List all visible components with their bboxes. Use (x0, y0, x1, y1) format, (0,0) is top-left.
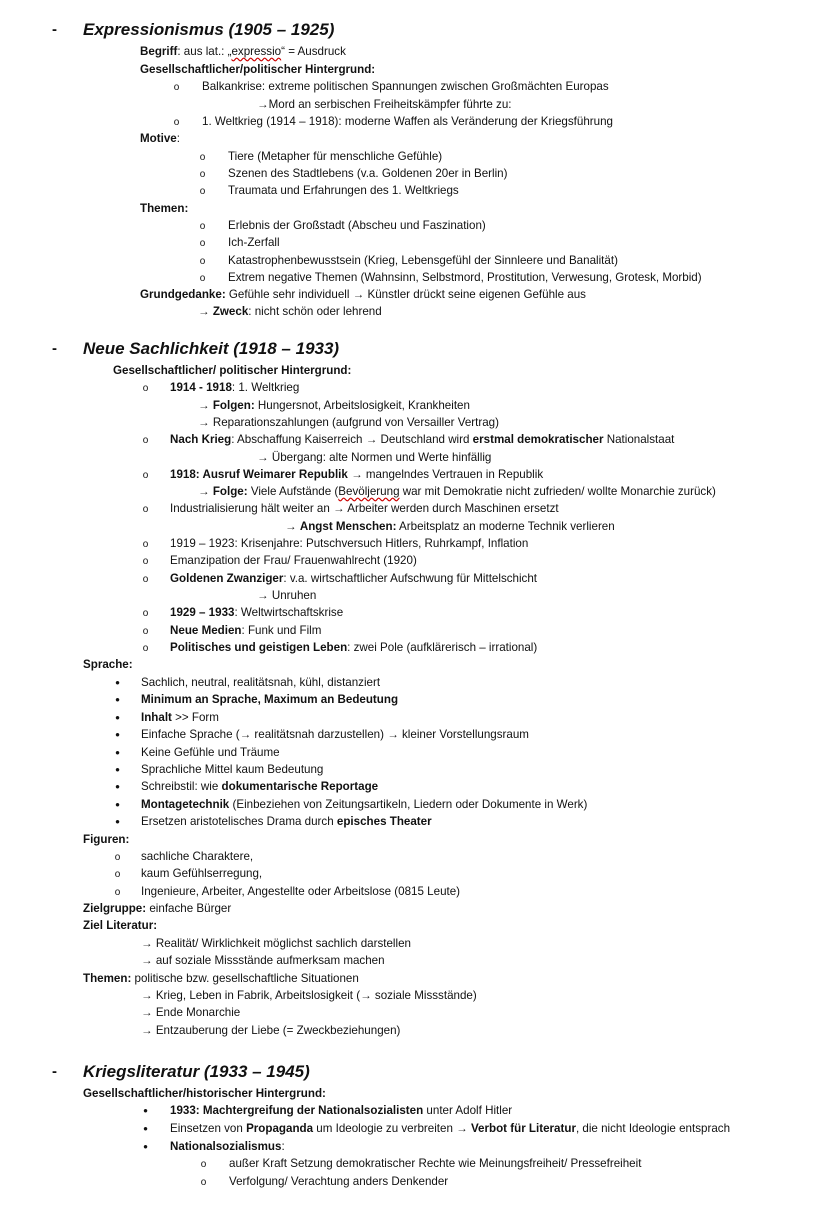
list-item-text: Neue Medien: Funk und Film (170, 624, 322, 637)
list-item-text: sachliche Charaktere, (141, 850, 254, 863)
themen-label: Themen: (140, 202, 189, 215)
section-title-expressionismus: Expressionismus (1905 – 1925) (83, 20, 335, 39)
bullet-text: Inhalt >> Form (141, 711, 219, 724)
arrow-icon: → (456, 1122, 468, 1135)
bullet-text: Einsetzen von Propaganda um Ideologie zu verbreiten → Verbot für Literatur, die nicht Ideologie entsprach (170, 1122, 731, 1135)
list-subitem: → Folge: Viele Aufstände (Bevöljerung war mit Demokratie nicht zufrieden/ wollte Monarchie zurück) (198, 485, 716, 498)
list-item: o (142, 626, 149, 637)
arrow-icon: → (141, 1024, 153, 1037)
bullet-text: Sprachliche Mittel kaum Bedeutung (141, 763, 324, 776)
list-subitem: →Mord an serbischen Freiheitskämpfer führte zu: (257, 98, 512, 111)
bullet-text: Keine Gefühle und Träume (141, 746, 280, 759)
section-title-neue-sachlichkeit: Neue Sachlichkeit (1918 – 1933) (83, 339, 340, 358)
bullet-text: Schreibstil: wie dokumentarische Reportage (141, 780, 379, 793)
bullet: • (143, 1103, 148, 1118)
list-item-text: 1. Weltkrieg (1914 – 1918): moderne Waffen als Veränderung der Kriegsführung (202, 115, 613, 128)
list-item-text: Tiere (Metapher für menschliche Gefühle) (228, 150, 443, 163)
list-item: o (142, 539, 149, 550)
list-item-text: 1929 – 1933: Weltwirtschaftskrise (170, 606, 344, 619)
section-dash: - (52, 340, 57, 357)
bullet-text: Sachlich, neutral, realitätsnah, kühl, distanziert (141, 676, 381, 689)
list-item: o (199, 273, 206, 284)
bullet: • (115, 797, 120, 812)
list-subitem: → Unruhen (257, 589, 317, 602)
ziel-literatur-label: Ziel Literatur: (83, 919, 158, 932)
arrow-icon: → (352, 288, 365, 301)
list-item: o (114, 852, 121, 863)
list-item: o (173, 82, 180, 93)
list-item: o (199, 152, 206, 163)
arrow-icon: → (141, 937, 153, 950)
list-item: o (200, 1177, 207, 1188)
arrow-line: → Krieg, Leben in Fabrik, Arbeitslosigkeit (→ soziale Missstände) (141, 989, 477, 1002)
list-subitem: → Folgen: Hungersnot, Arbeitslosigkeit, Krankheiten (198, 399, 470, 412)
sprache-label: Sprache: (83, 658, 133, 671)
list-item: o (142, 574, 149, 585)
arrow-icon: → (333, 502, 345, 515)
begriff-line: Begriff: aus lat.: „expressio“ = Ausdruck (140, 45, 346, 58)
list-item: o (142, 435, 149, 446)
arrow-icon: → (351, 468, 363, 481)
arrow-icon: → (198, 399, 210, 412)
bullet: • (115, 814, 120, 829)
bullet: • (115, 779, 120, 794)
arrow-icon: → (257, 451, 269, 464)
list-item: o (173, 117, 180, 128)
arrow-icon: → (141, 1006, 153, 1019)
zweck-line: → Zweck: nicht schön oder lehrend (198, 305, 382, 318)
arrow-icon: → (141, 989, 153, 1002)
arrow-icon: → (198, 305, 210, 318)
zielgruppe-line: Zielgruppe: einfache Bürger (83, 902, 232, 915)
arrow-icon: → (198, 485, 210, 498)
list-item: o (199, 238, 206, 249)
list-item-text: Industrialisierung hält weiter an → Arbeiter werden durch Maschinen ersetzt (170, 502, 559, 515)
list-item: o (114, 887, 121, 898)
list-item: o (142, 383, 149, 394)
list-item: o (142, 470, 149, 481)
bullet-text: Nationalsozialismus: (170, 1140, 285, 1153)
bullet-text: Einfache Sprache (→ realitätsnah darzustellen) → kleiner Vorstellungsraum (141, 728, 529, 741)
list-item-text: Ich-Zerfall (228, 236, 280, 249)
list-item-text: Goldenen Zwanziger: v.a. wirtschaftlicher Aufschwung für Mittelschicht (170, 572, 538, 585)
list-item: o (199, 221, 206, 232)
bullet-text: Montagetechnik (Einbeziehen von Zeitungsartikeln, Liedern oder Dokumente in Werk) (141, 798, 588, 811)
list-item-text: Erlebnis der Großstadt (Abscheu und Faszination) (228, 219, 486, 232)
list-item-text: Emanzipation der Frau/ Frauenwahlrecht (1920) (170, 554, 417, 567)
list-subitem: → Reparationszahlungen (aufgrund von Versailler Vertrag) (198, 416, 499, 429)
arrow-icon: → (257, 589, 269, 602)
list-item-text: Ingenieure, Arbeiter, Angestellte oder Arbeitslose (0815 Leute) (141, 885, 461, 898)
arrow-line: → Ende Monarchie (141, 1006, 241, 1019)
list-item-text: 1919 – 1923: Krisenjahre: Putschversuch Hitlers, Ruhrkampf, Inflation (170, 537, 529, 550)
bullet: • (143, 1139, 148, 1154)
list-item-text: 1914 - 1918: 1. Weltkrieg (170, 381, 300, 394)
list-item: o (199, 169, 206, 180)
section-title-kriegsliteratur: Kriegsliteratur (1933 – 1945) (83, 1062, 310, 1081)
arrow-icon: → (239, 728, 252, 741)
hintergrund-label: Gesellschaftlicher/historischer Hintergrund: (83, 1087, 326, 1100)
bullet: • (115, 745, 120, 760)
arrow-icon: → (198, 416, 210, 429)
arrow-line: → Realität/ Wirklichkeit möglichst sachlich darstellen (141, 937, 411, 950)
grundgedanke-line: Grundgedanke: Gefühle sehr individuell → Künstler drückt seine eigenen Gefühle aus (140, 288, 586, 301)
arrow-icon: → (360, 989, 372, 1002)
bullet: • (143, 1121, 148, 1136)
list-item: o (199, 186, 206, 197)
bullet-text: Ersetzen aristotelisches Drama durch episches Theater (141, 815, 432, 828)
list-item: o (142, 556, 149, 567)
arrow-icon: → (141, 954, 153, 967)
arrow-icon: → (257, 98, 269, 111)
list-item-text: Politisches und geistigen Leben: zwei Pole (aufklärerisch – irrational) (170, 641, 538, 654)
section-dash: - (52, 21, 57, 38)
arrow-line: → Entzauberung der Liebe (= Zweckbeziehungen) (141, 1024, 401, 1037)
arrow-icon: → (387, 728, 399, 741)
bullet: • (115, 710, 120, 725)
list-subitem: → Angst Menschen: Arbeitsplatz an moderne Technik verlieren (285, 520, 615, 533)
list-item-text: Szenen des Stadtlebens (v.a. Goldenen 20er in Berlin) (228, 167, 508, 180)
hintergrund-label: Gesellschaftlicher/politischer Hintergrund: (140, 63, 376, 76)
figuren-label: Figuren: (83, 833, 130, 846)
motive-label: Motive: (140, 132, 180, 145)
list-item: o (142, 643, 149, 654)
list-item-text: kaum Gefühlserregung, (141, 867, 263, 880)
hintergrund-label: Gesellschaftlicher/ politischer Hintergrund: (113, 364, 352, 377)
list-item-text: Nach Krieg: Abschaffung Kaiserreich → Deutschland wird erstmal demokratischer Nationalstaat (170, 433, 675, 446)
bullet: • (115, 692, 120, 707)
arrow-icon: → (365, 433, 378, 446)
list-item-text: 1918: Ausruf Weimarer Republik → mangelndes Vertrauen in Republik (170, 468, 544, 481)
arrow-icon: → (285, 520, 297, 533)
list-item: o (200, 1159, 207, 1170)
bullet: • (115, 675, 120, 690)
list-item-text: Balkankrise: extreme politischen Spannungen zwischen Großmächten Europas (202, 80, 609, 93)
list-item-text: Traumata und Erfahrungen des 1. Weltkriegs (228, 184, 459, 197)
bullet: • (115, 762, 120, 777)
arrow-line: → auf soziale Missstände aufmerksam machen (141, 954, 385, 967)
list-item-text: Katastrophenbewusstsein (Krieg, Lebensgefühl der Sinnleere und Banalität) (228, 254, 618, 267)
list-item-text: Verfolgung/ Verachtung anders Denkender (229, 1175, 449, 1188)
bullet-text: Minimum an Sprache, Maximum an Bedeutung (141, 693, 399, 706)
list-item-text: Extrem negative Themen (Wahnsinn, Selbstmord, Prostitution, Verwesung, Grotesk, Morbid) (228, 271, 702, 284)
list-item: o (114, 869, 121, 880)
list-subitem: → Übergang: alte Normen und Werte hinfällig (257, 451, 492, 464)
list-item: o (142, 608, 149, 619)
list-item: o (142, 504, 149, 515)
bullet: • (115, 727, 120, 742)
list-item-text: außer Kraft Setzung demokratischer Rechte wie Meinungsfreiheit/ Pressefreiheit (229, 1157, 642, 1170)
section-dash: - (52, 1063, 57, 1080)
bullet-text: 1933: Machtergreifung der Nationalsozialisten unter Adolf Hitler (170, 1104, 513, 1117)
list-item: o (199, 256, 206, 267)
themen-line: Themen: politische bzw. gesellschaftliche Situationen (83, 972, 359, 985)
